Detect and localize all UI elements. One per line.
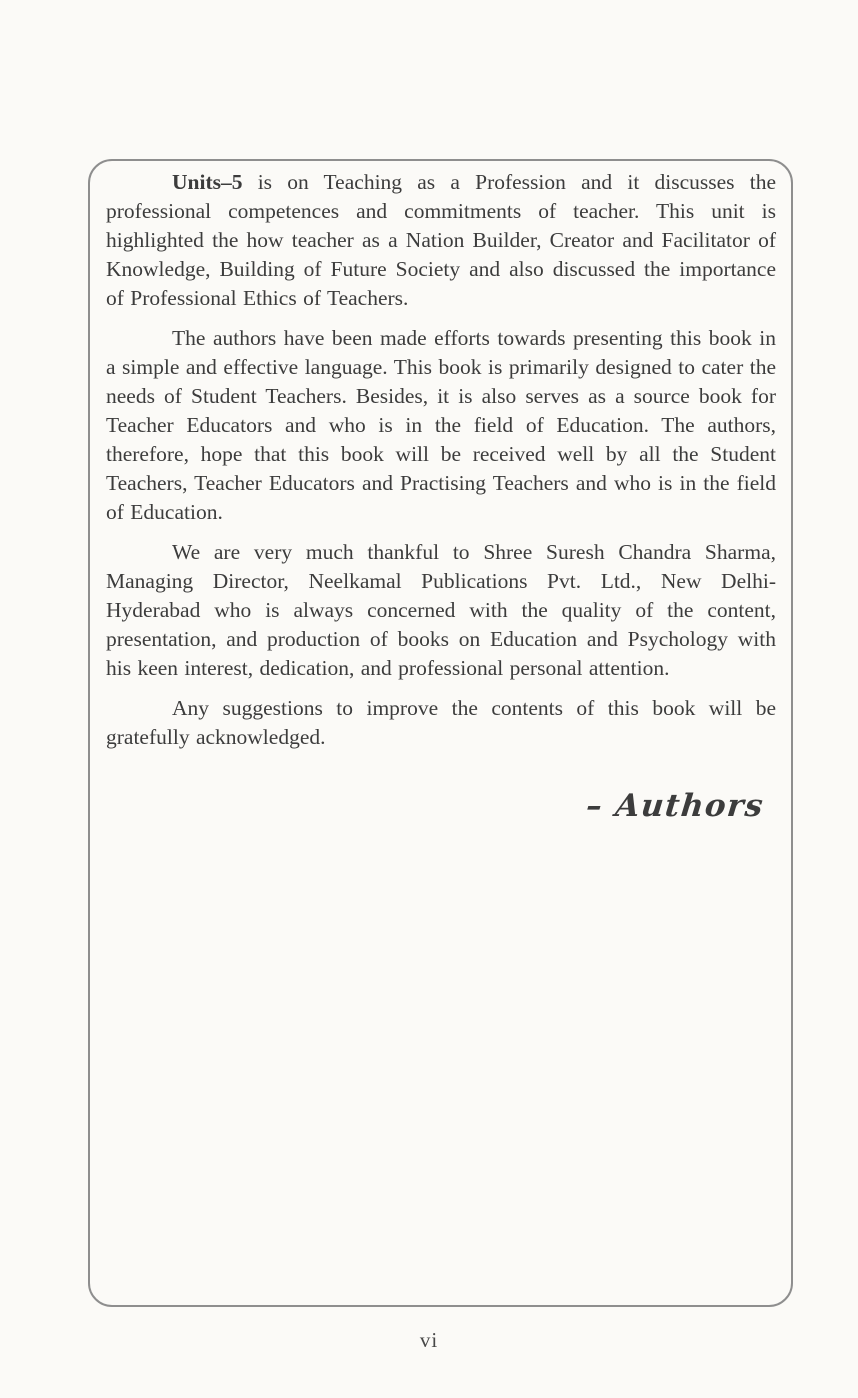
paragraph-suggestions: Any suggestions to improve the contents of this book will be gratefully acknowledged.: [106, 696, 776, 749]
paragraph-units-5: [106, 168, 776, 313]
paragraph-authors-efforts: The authors have been made efforts towards presenting this book in a simple and effective language. This book is primarily designed to cater the needs of Student Teachers. Besides, it is also serves as a source book for Teacher Educators and who is in the field of Education. The authors, therefore, hope that this book will be received well by all the Student Teachers, Teacher Educators and Practising Teachers and who is in the field of Education.: [106, 326, 776, 524]
paragraph-bold-lead: Units–5: [172, 170, 243, 194]
authors-signature: – Authors: [584, 788, 766, 824]
page-number: vi: [419, 1328, 439, 1352]
preface-text-box: [88, 159, 793, 1307]
paragraph-acknowledgement: We are very much thankful to Shree Suresh Chandra Sharma, Managing Director, Neelkamal Publications Pvt. Ltd., New Delhi-Hyderabad who is always concerned with the quality of the content, presentation, and production of books on Education and Psychology with his keen interest, dedication, and professional personal attention.: [106, 540, 776, 680]
paragraph-body-text: is on Teaching as a Profession and it discusses the professional competences and commitments of teacher. This unit is highlighted the how teacher as a Nation Builder, Creator and Facilitator of Knowledge, Building of Future Society and also discussed the importance of Professional Ethics of Teachers.: [106, 170, 776, 310]
